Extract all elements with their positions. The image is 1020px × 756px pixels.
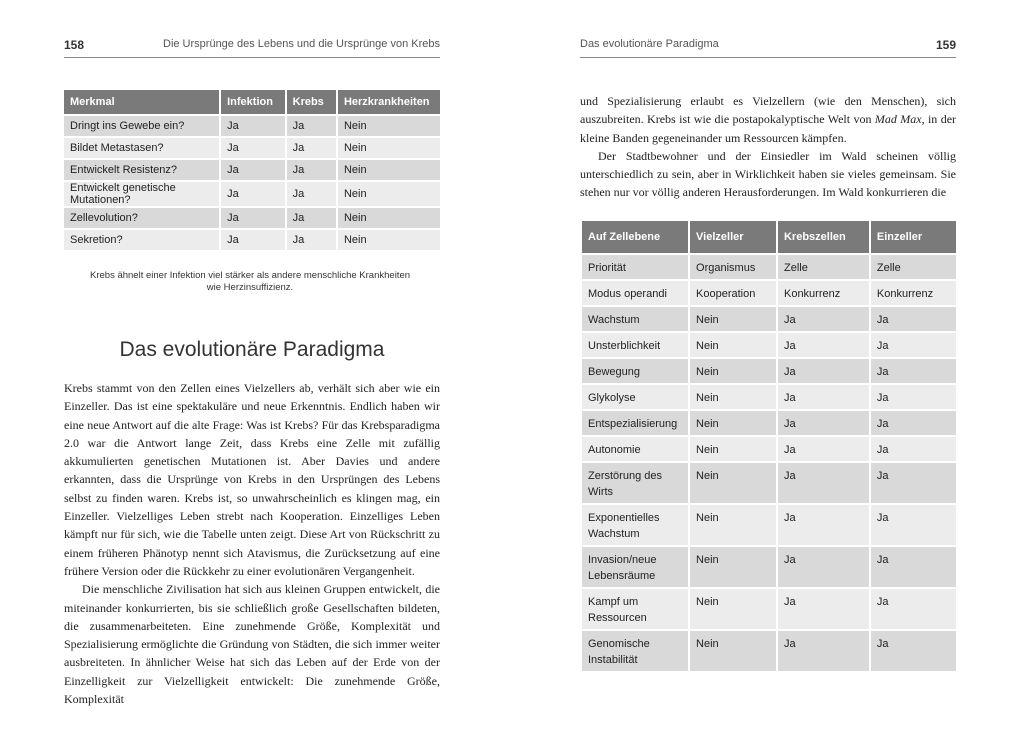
table-caption: Krebs ähnelt einer Infektion viel stärker als andere menschliche Krankheiten wie Herzinsuffizienz. [90,270,411,293]
page-number: 159 [935,38,956,52]
table-row [582,589,956,629]
table-cell: Ja [871,333,956,357]
header-rule [580,57,956,58]
table-cell: Ja [778,589,869,629]
table-row [64,160,440,180]
table-cell: Ja [221,138,285,158]
table-cell: Nein [690,631,776,671]
table-cell: Ja [287,230,336,250]
table-cell: Bewegung [582,359,688,383]
table-cell: Nein [690,333,776,357]
table-cell: Autonomie [582,437,688,461]
paragraph: Krebs stammt von den Zellen eines Vielzellers ab, verhält sich aber wie ein Einzeller. Das ist eine spektakuläre und neue Erkenntnis. Endlich haben wir eine neue Antwort auf die alte Frage: Was ist Krebs? Für das Krebsparadigma 2.0 war die Antwort lange Zeit, dass Krebs eine Zelle mit zufällig akkumulierten genetischen Mutationen ist. Aber Davies und andere erkannten, dass die Ursprünge von Krebs in den Ursprüngen des Lebens selbst zu finden waren. Krebs ist, so unwahrscheinlich es klingen mag, ein Einzeller. Vielzelliges Leben strebt nach Kooperation. Einzelliges Leben kämpft nur für sich, wie die Tabelle unten zeigt. Diese Art von Rückschritt zu einem früheren Phänotyp nennt sich Atavismus, die Zurücksetzung auf eine frühere Version oder die Rückkehr zu einer evolutionären Vergangenheit. [64,381,440,578]
right-page [510,0,1020,756]
table-row [64,230,440,250]
table-cell: Ja [871,505,956,545]
table-cell: Ja [778,333,869,357]
table-cell: Ja [221,230,285,250]
table-cell: Nein [338,116,440,136]
table-cell: Ja [871,631,956,671]
table-cell: Nein [338,138,440,158]
table-cell: Ja [871,359,956,383]
table-cell: Ja [871,385,956,409]
header-rule [64,57,440,58]
body-text [580,92,956,202]
table-cell: Nein [690,589,776,629]
paragraph [580,92,956,147]
table-cell: Zelle [871,255,956,279]
table-cell: Priorität [582,255,688,279]
table-cell: Ja [221,182,285,206]
paragraph-text: und Spezialisierung erlaubt es Vielzellern (wie den Menschen), sich auszubreiten. Krebs ist wie die postapokalyptische Welt von [580,94,956,127]
table-cell: Ja [871,437,956,461]
comparison-table [62,88,442,252]
column-header: Infektion [221,90,285,114]
table-cell: Ja [871,589,956,629]
table-cell: Invasion/neue Lebensräume [582,547,688,587]
table-cell: Zerstörung des Wirts [582,463,688,503]
table-cell: Ja [778,437,869,461]
section-title: Das evolutionäre Paradigma [119,338,385,361]
table-cell: Sekretion? [64,230,219,250]
table-cell: Entspezialisierung [582,411,688,435]
column-header: Vielzeller [690,221,776,253]
table-cell: Glykolyse [582,385,688,409]
table-cell: Ja [778,385,869,409]
table-cell: Nein [690,505,776,545]
table-row [582,385,956,409]
table-cell: Ja [221,116,285,136]
table-cell: Organismus [690,255,776,279]
table-row [582,307,956,331]
table-row [582,505,956,545]
table-cell: Exponentielles Wachstum [582,505,688,545]
table-row [582,437,956,461]
table-cell: Ja [287,208,336,228]
table-cell: Nein [338,208,440,228]
table-cell: Nein [338,182,440,206]
page-number: 158 [64,38,85,52]
table-cell: Nein [690,307,776,331]
table-cell: Kampf um Ressourcen [582,589,688,629]
table-row [64,138,440,158]
table-row [582,411,956,435]
table-header-row [64,90,440,114]
running-head: Das evolutionäre Paradigma [580,38,719,50]
body-text [64,379,440,708]
table-row [582,333,956,357]
table-cell: Nein [690,411,776,435]
table-cell: Nein [338,230,440,250]
table-cell: Ja [778,505,869,545]
table-cell: Ja [287,138,336,158]
table-cell: Ja [871,463,956,503]
column-header: Einzeller [871,221,956,253]
table-cell: Konkurrenz [871,281,956,305]
book-title: Mad Max [874,112,922,127]
paragraph: Die menschliche Zivilisation hat sich aus kleinen Gruppen entwickelt, die miteinander konkurrierten, bis sie schließlich große Gesellschaften bildeten, die zusammenarbeiteten. Eine zunehmende Größe, Komplexität und Spezialisierung ermöglichte die Gründung von Städten, die sich immer weiter ausbreiteten. In ähnlicher Weise hat sich das Leben auf der Erde von der Einzelligkeit zur Vielzelligkeit entwickelt: Die zunehmende Größe, Komplexität [64,582,440,707]
table-cell: Ja [778,411,869,435]
table-cell: Ja [778,307,869,331]
table-cell: Modus operandi [582,281,688,305]
table-cell: Ja [287,182,336,206]
table-row [582,547,956,587]
column-header: Merkmal [64,90,219,114]
table-cell: Ja [778,463,869,503]
column-header: Herzkrankheiten [338,90,440,114]
table-row [582,631,956,671]
table-cell: Genomische Instabilität [582,631,688,671]
table-cell: Ja [871,547,956,587]
table-cell: Nein [690,385,776,409]
table-cell: Wachstum [582,307,688,331]
table-cell: Ja [778,631,869,671]
column-header: Krebszellen [778,221,869,253]
table-cell: Ja [871,307,956,331]
table-row [64,208,440,228]
table-cell: Nein [690,359,776,383]
table-cell: Kooperation [690,281,776,305]
table-cell: Ja [778,547,869,587]
table-cell: Nein [690,463,776,503]
table-cell: Ja [778,359,869,383]
table-row [582,255,956,279]
table-header-row [582,221,956,253]
paragraph-text: , in der kleine Banden gegeneinander um Ressourcen kämpfen. [580,112,957,145]
table-row [582,359,956,383]
table-cell: Zelle [778,255,869,279]
table-cell: Ja [221,208,285,228]
table-cell: Entwickelt genetische Mutationen? [64,182,219,206]
table-cell: Ja [287,160,336,180]
table-cell: Konkurrenz [778,281,869,305]
table-row [582,463,956,503]
cell-level-table [580,219,958,673]
table-cell: Entwickelt Resistenz? [64,160,219,180]
table-cell: Bildet Metastasen? [64,138,219,158]
table-cell: Ja [287,116,336,136]
table-cell: Ja [871,411,956,435]
table-cell: Nein [690,437,776,461]
table-cell: Dringt ins Gewebe ein? [64,116,219,136]
table-cell: Zellevolution? [64,208,219,228]
table-cell: Nein [338,160,440,180]
table-cell: Unsterblichkeit [582,333,688,357]
column-header: Krebs [287,90,336,114]
table-cell: Nein [690,547,776,587]
running-head: Die Ursprünge des Lebens und die Ursprünge von Krebs [163,38,440,50]
table-cell: Ja [221,160,285,180]
column-header: Auf Zellebene [582,221,688,253]
table-row [582,281,956,305]
paragraph: Der Stadtbewohner und der Einsiedler im Wald scheinen völlig unterschiedlich zu sein, aber in Wirklichkeit haben sie vieles gemeinsam. Sie stehen nur vor völlig anderen Herausforderungen. Im Wald konkurrieren die [580,148,956,200]
table-row [64,116,440,136]
table-row [64,182,440,206]
